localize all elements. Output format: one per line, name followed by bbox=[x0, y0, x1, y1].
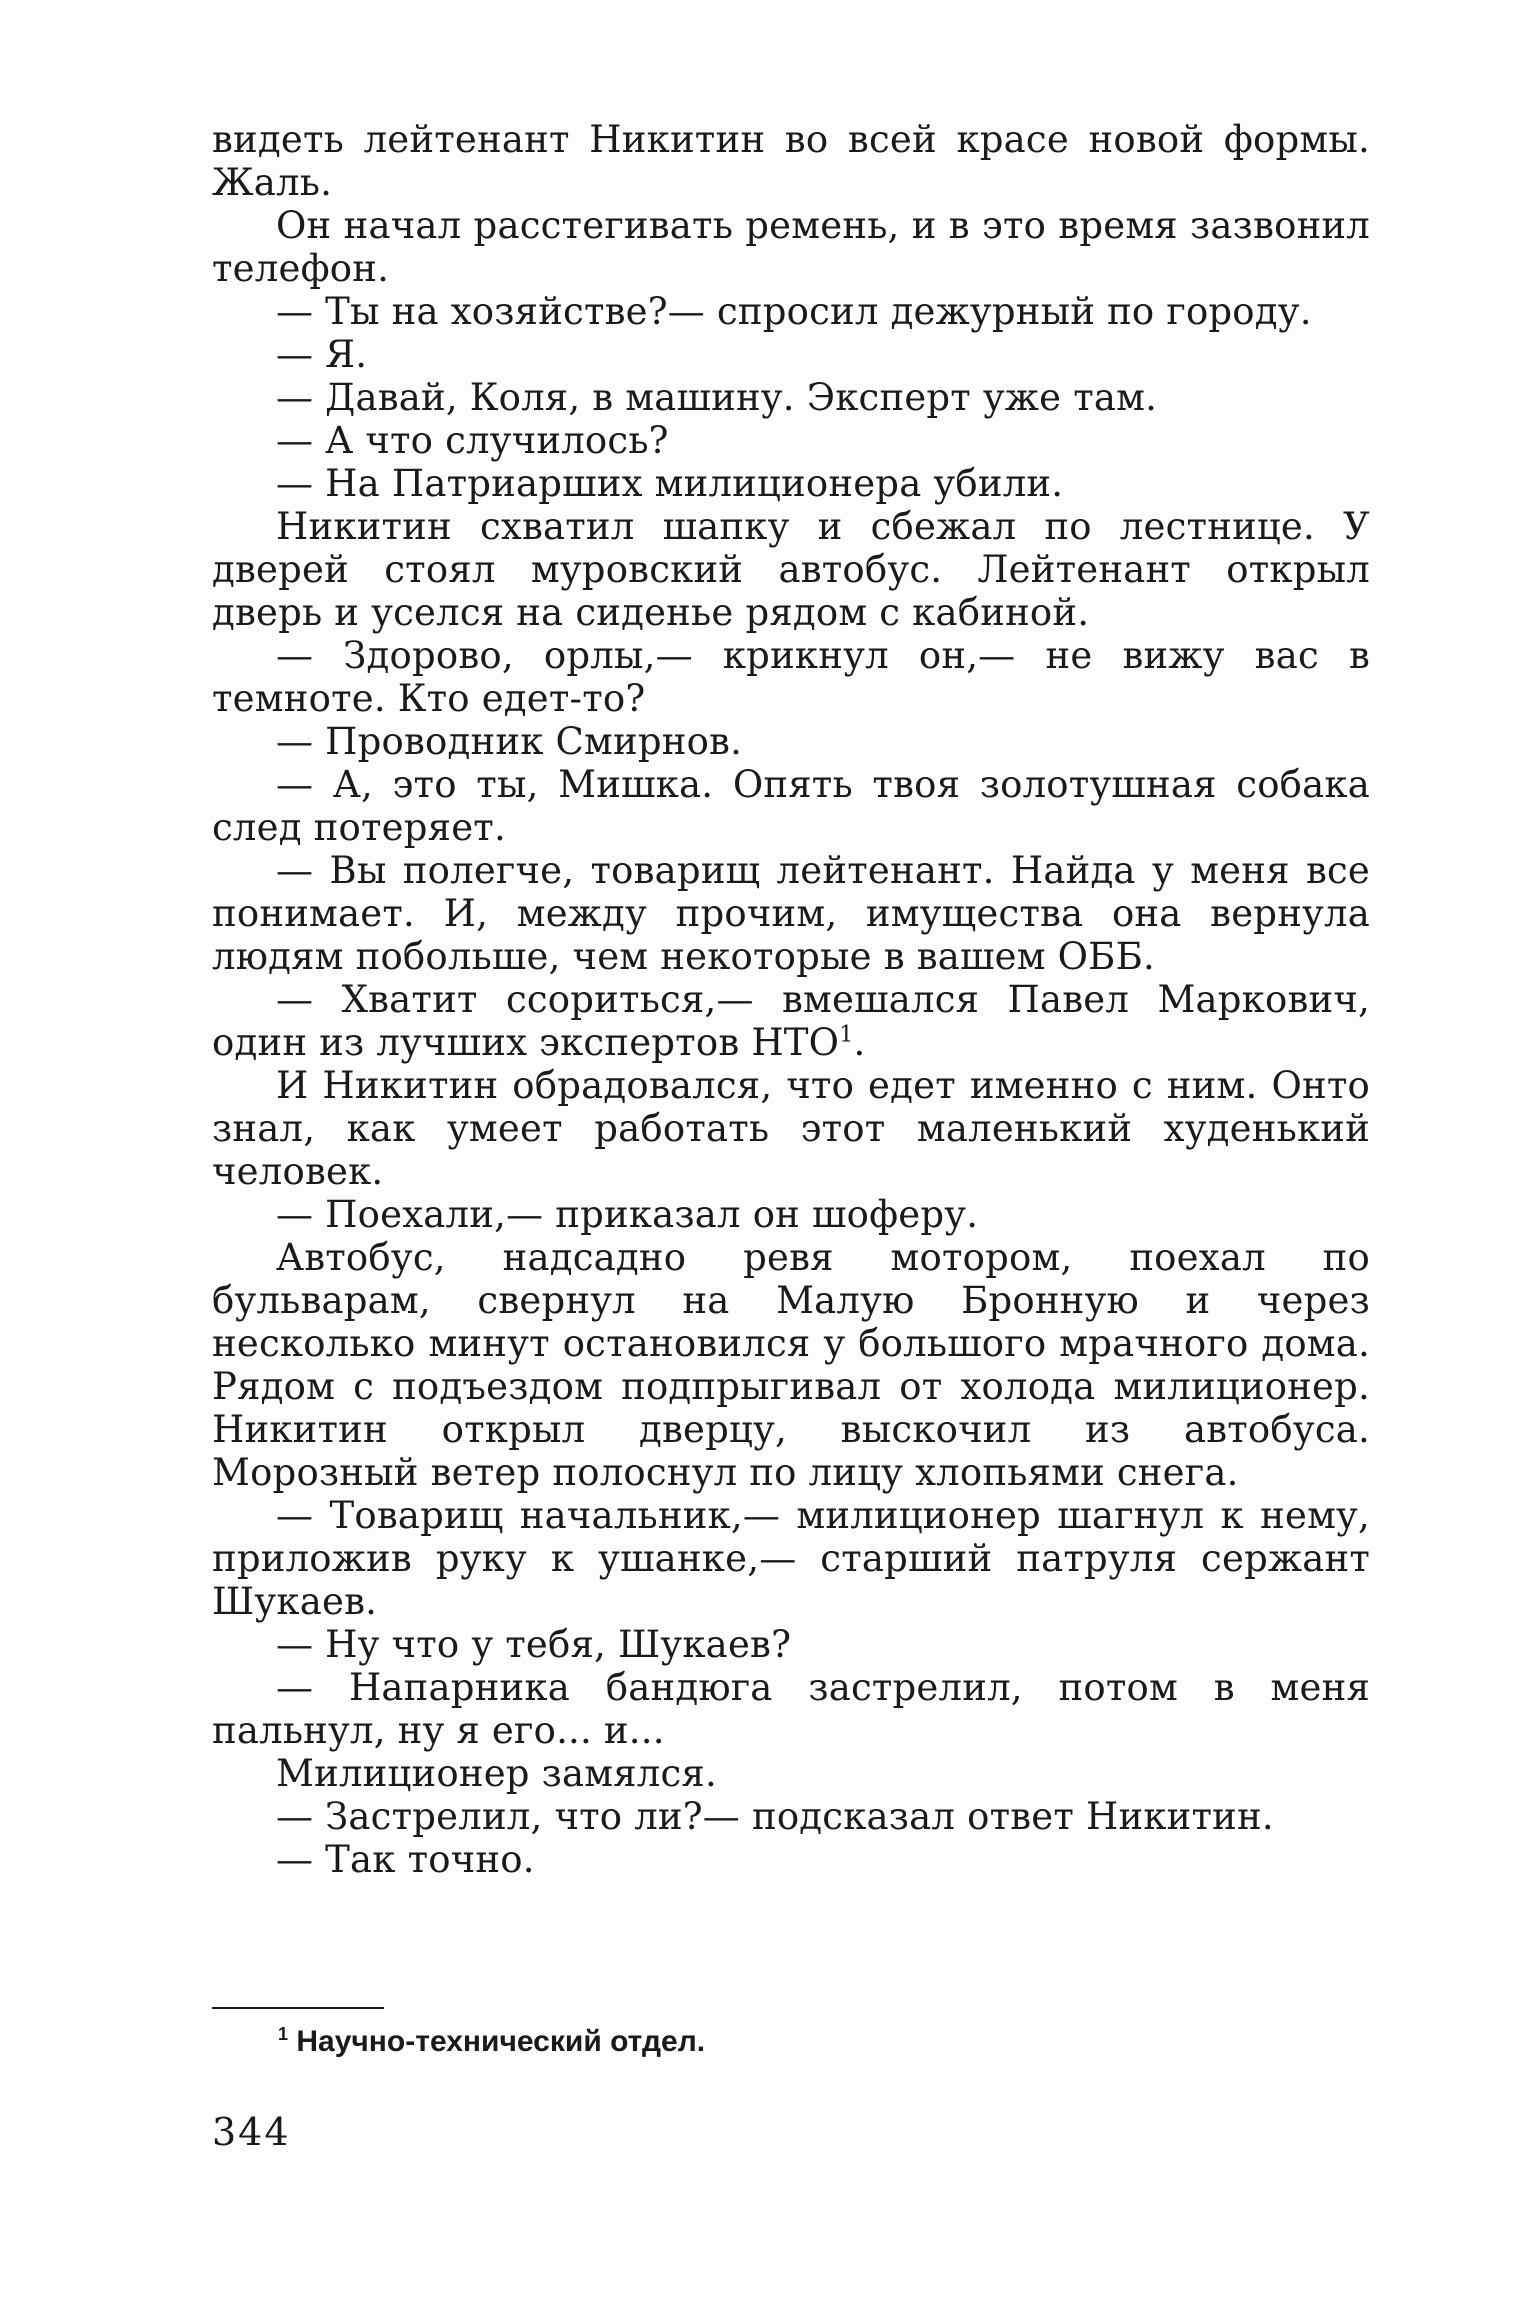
paragraph: видеть лейтенант Никитин во всей красе новой формы. Жаль. bbox=[212, 118, 1370, 204]
page-number: 344 bbox=[212, 2110, 291, 2154]
paragraph: Автобус, надсадно ревя мотором, поехал по бульварам, свернул на Малую Бронную и через несколько минут остановился у большого мрачного дома. Рядом с подъездом подпрыгивал от холода милиционер. Никитин открыл дверцу, выскочил из автобуса. Морозный ветер полоснул по лицу хлопьями снега. bbox=[212, 1236, 1370, 1494]
paragraph-with-footnote: — Хватит ссориться,— вмешался Павел Маркович, один из лучших экспертов НТО$^1$. bbox=[212, 978, 1370, 1064]
paragraph: — Давай, Коля, в машину. Эксперт уже там. bbox=[276, 376, 1158, 419]
footnote-text: Научно-технический отдел. bbox=[296, 2025, 706, 2058]
paragraph: — Проводник Смирнов. bbox=[276, 720, 743, 763]
paragraph: — На Патриарших милиционера убили. bbox=[276, 462, 1064, 505]
paragraph: — Застрелил, что ли?— подсказал ответ Никитин. bbox=[276, 1795, 1274, 1838]
paragraph: — Вы полегче, товарищ лейтенант. Найда у меня все понимает. И, между прочим, имущества она вернула людям побольше, чем некоторые в вашем ОББ. bbox=[212, 849, 1370, 978]
main-text bbox=[212, 118, 1370, 1881]
paragraph: — Поехали,— приказал он шоферу. bbox=[276, 1193, 979, 1236]
paragraph: Никитин схватил шапку и сбежал по лестнице. У дверей стоял муровский автобус. Лейтенант открыл дверь и уселся на сиденье рядом с кабиной. bbox=[212, 505, 1370, 634]
paragraph-text: — Хватит ссориться,— вмешался Павел Маркович, один из лучших экспертов НТО bbox=[212, 978, 1370, 1064]
paragraph: — Ну что у тебя, Шукаев? bbox=[276, 1623, 792, 1666]
paragraph: — Ты на хозяйстве?— спросил дежурный по городу. bbox=[276, 290, 1312, 333]
footnote-reference: 1 bbox=[839, 1021, 854, 1048]
paragraph: — А, это ты, Мишка. Опять твоя золотушная собака след потеряет. bbox=[212, 763, 1370, 849]
footnote-marker: 1 bbox=[278, 2024, 289, 2044]
paragraph: — А что случилось? bbox=[276, 419, 669, 462]
footnote-divider bbox=[212, 2007, 384, 2009]
footnote bbox=[278, 2024, 705, 2060]
paragraph: И Никитин обрадовался, что едет именно с ним. Онто знал, как умеет работать этот маленький худенький человек. bbox=[212, 1064, 1370, 1193]
paragraph: — Напарника бандюга застрелил, потом в меня пальнул, ну я его... и... bbox=[212, 1666, 1370, 1752]
paragraph: — Товарищ начальник,— милиционер шагнул к нему, приложив руку к ушанке,— старший патруля сержант Шукаев. bbox=[212, 1494, 1370, 1623]
paragraph: — Здорово, орлы,— крикнул он,— не вижу вас в темноте. Кто едет-то? bbox=[212, 634, 1370, 720]
paragraph: Он начал расстегивать ремень, и в это время зазвонил телефон. bbox=[212, 204, 1370, 290]
paragraph: — Так точно. bbox=[276, 1838, 535, 1881]
paragraph: — Я. bbox=[276, 333, 368, 376]
paragraph: Милиционер замялся. bbox=[276, 1752, 717, 1795]
